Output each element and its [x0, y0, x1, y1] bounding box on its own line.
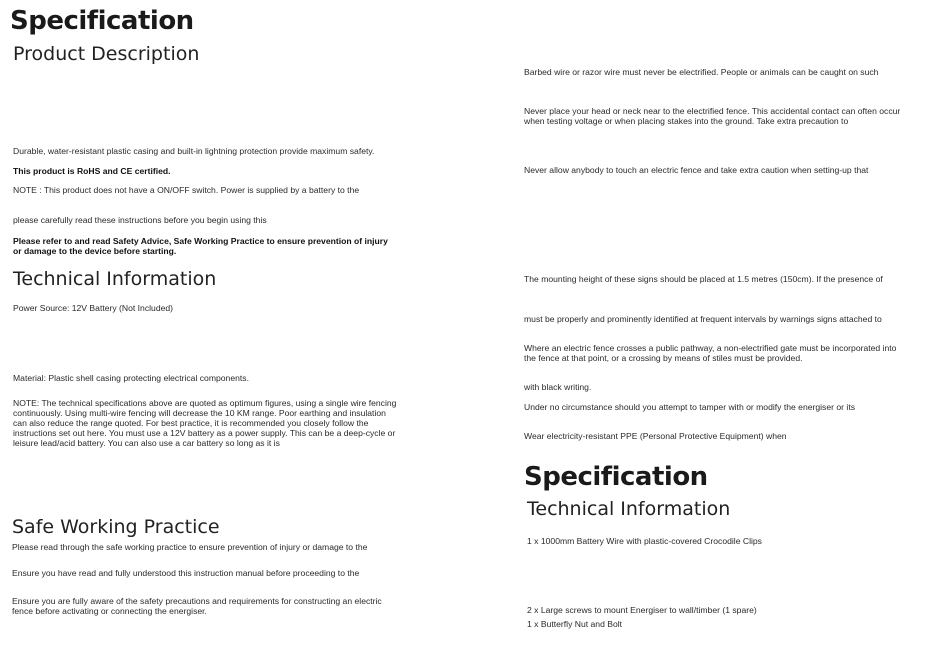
casing-text: Durable, water-resistant plastic casing and built-in lightning protection provide maximum safety.	[13, 146, 375, 156]
certification-text: This product is RoHS and CE certified.	[13, 166, 171, 176]
material-text: Material: Plastic shell casing protecting electrical components.	[13, 373, 249, 383]
safe-practice-item: Ensure you have read and fully understood this instruction manual before proceeding to the	[12, 568, 360, 578]
touch-fence-text: Never allow anybody to touch an electric fence and take extra caution when setting-up that	[524, 165, 869, 175]
public-pathway-text: Where an electric fence crosses a public pathway, a non-electrified gate must be incorporated into the fence at that point, or a crossing by means of stiles must be provided.	[524, 343, 897, 363]
technical-information-heading: Technical Information	[13, 268, 217, 290]
head-neck-text: Never place your head or neck near to the electrified fence. This accidental contact can often occur when testing voltage or when placing stakes into the ground. Take extra precaution to	[524, 106, 901, 126]
mounting-height-text: The mounting height of these signs should be placed at 1.5 metres (150cm). If the presence of	[524, 274, 883, 284]
no-switch-note: NOTE : This product does not have a ON/OFF switch. Power is supplied by a battery to the	[13, 185, 360, 195]
read-instructions-text: please carefully read these instructions before you begin using this	[13, 215, 267, 225]
ppe-text: Wear electricity-resistant PPE (Personal Protective Equipment) when	[524, 431, 787, 441]
identified-signs-text: must be properly and prominently identified at frequent intervals by warnings signs attached to	[524, 314, 882, 324]
black-writing-text: with black writing.	[524, 382, 592, 392]
right-page	[475, 0, 950, 648]
power-source-text: Power Source: 12V Battery (Not Included)	[13, 303, 174, 313]
technical-information-heading: Technical Information	[527, 498, 731, 520]
page-title: Specification	[10, 6, 194, 36]
contents-item: 1 x Butterfly Nut and Bolt	[527, 619, 623, 629]
tamper-text: Under no circumstance should you attempt to tamper with or modify the energiser or its	[524, 402, 856, 412]
safe-practice-item: Ensure you are fully aware of the safety precautions and requirements for constructing an electric fence before activating or connecting the energiser.	[12, 596, 382, 616]
barbed-wire-text: Barbed wire or razor wire must never be electrified. People or animals can be caught on such	[524, 67, 879, 77]
contents-item: 1 x 1000mm Battery Wire with plastic-covered Crocodile Clips	[527, 536, 762, 546]
safety-advice-text: Please refer to and read Safety Advice, Safe Working Practice to ensure prevention of injury or damage to the device before starting.	[13, 236, 388, 256]
safe-working-practice-heading: Safe Working Practice	[12, 516, 220, 538]
page-title: Specification	[524, 462, 708, 492]
technical-note-text: NOTE: The technical specifications above are quoted as optimum figures, using a single wire fencing continuously. Using multi-wire fencing will decrease the 10 KM range. Poor earthing and insulation can also reduce the range quoted. For best practice, it is recommended you closely follow the instructions set out here. You must use a 12V battery as a power supply. This can be a deep-cycle or leisure lead/acid battery. You can also use a car battery so long as it is	[13, 398, 397, 448]
safe-practice-intro: Please read through the safe working practice to ensure prevention of injury or damage to the	[12, 542, 368, 552]
contents-item: 2 x Large screws to mount Energiser to wall/timber (1 spare)	[527, 605, 757, 615]
product-description-heading: Product Description	[13, 43, 200, 65]
